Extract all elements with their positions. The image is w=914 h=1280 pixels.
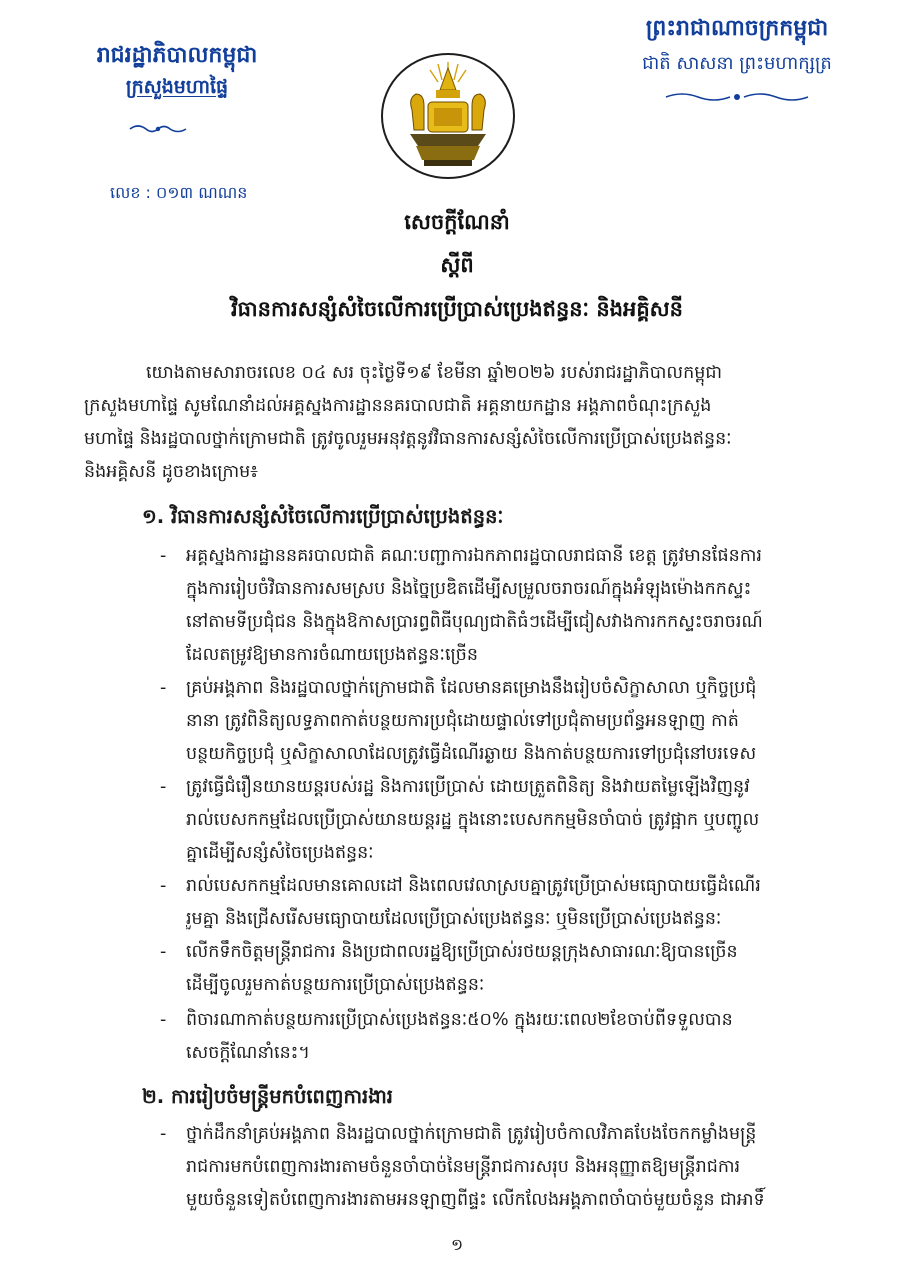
bullet-line: នានា ត្រូវពិនិត្យលទ្ធភាពកាត់បន្ថយការប្រជុំដោយផ្ទាល់ទៅប្រជុំតាមប្រព័ន្ធអនឡាញ កាត់ [186, 711, 739, 731]
subject-connector: ស្តីពី [440, 253, 474, 277]
paragraph-line: និងអគ្គិសនី ដូចខាងក្រោម៖ [84, 462, 258, 482]
bullet-line: រួមគ្នា និងជ្រើសរើសមធ្យោបាយដែលប្រើប្រាស់ប្រេងឥន្ធនៈ ឬមិនប្រើប្រាស់ប្រេងឥន្ធនៈ [186, 909, 722, 929]
bullet-line: គ្នាដើម្បីសន្សំសំចៃប្រេងឥន្ធនៈ [186, 843, 374, 863]
bullet-line: ពិចារណាកាត់បន្ថយការប្រើប្រាស់ប្រេងឥន្ធនៈ៥០% ក្នុងរយៈពេល២ខែចាប់ពីទទួលបាន [186, 1010, 733, 1030]
bullet-line: មួយចំនួនទៀតបំពេញការងារតាមអនឡាញពីផ្ទះ លើកលែងអង្គភាពចាំបាច់មួយចំនួន ជាអាទិ៍ [186, 1190, 765, 1210]
paragraph-line: មហាផ្ទៃ និងរដ្ឋបាលថ្នាក់ក្រោមជាតិ ត្រូវចូលរួមអនុវត្តនូវវិធានការសន្សំសំចៃលើការប្រើប្រាស់ប្រេងឥន្ធនៈ [84, 429, 732, 449]
bullet-marker: - [160, 678, 167, 698]
bullet-line: គ្រប់អង្គភាព និងរដ្ឋបាលថ្នាក់ក្រោមជាតិ ដែលមានគម្រោងនឹងរៀបចំសិក្ខាសាលា ឬកិច្ចប្រជុំ [186, 678, 757, 698]
bullet-line: លើកទឹកចិត្តមន្ត្រីរាជការ និងប្រជាពលរដ្ឋឱ្យប្រើប្រាស់រថយន្តក្រុងសាធារណៈឱ្យបានច្រើន [186, 942, 738, 962]
bullet-marker: - [160, 1010, 167, 1030]
bullet-marker: - [160, 546, 167, 566]
paragraph-line: យោងតាមសារាចរលេខ ០៤ សរ ចុះថ្ងៃទី១៩ ខែមីនា ឆ្នាំ២០២៦ របស់រាជរដ្ឋាភិបាលកម្ពុជា [146, 363, 722, 383]
bullet-marker: - [160, 942, 167, 962]
intro-paragraph [84, 357, 846, 489]
bullet-line: ដែលតម្រូវឱ្យមានការចំណាយប្រេងឥន្ធនៈច្រើន [186, 645, 478, 665]
page-number: ១ [450, 1235, 464, 1254]
ministry-header [62, 40, 292, 202]
paragraph-line: ក្រសួងមហាផ្ទៃ សូមណែនាំដល់អគ្គស្នងការដ្ឋាននគរបាលជាតិ អគ្គនាយកដ្ឋាន អង្គភាពចំណុះក្រសួង [84, 396, 712, 416]
document-subject-title: វិធានការសន្សំសំចៃលើការប្រើប្រាស់ប្រេងឥន្ធនៈ និងអគ្គិសនី [231, 297, 683, 321]
bullet-line: រាល់បេសកកម្មដែលប្រើប្រាស់យានយន្តរដ្ឋ ក្នុងនោះបេសកកម្មមិនចាំបាច់ ត្រូវផ្អាក ឬបញ្ចូល [186, 810, 760, 830]
bullet-line: រាជការមកបំពេញការងារតាមចំនួនចាំបាច់នៃមន្ត្រីរាជការសរុប និងអនុញ្ញាតឱ្យមន្ត្រីរាជការ [186, 1157, 741, 1177]
section-2-heading: ២. ការរៀបចំមន្ត្រីមកបំពេញការងារ [142, 1085, 393, 1108]
bullet-marker: - [160, 1124, 167, 1144]
kingdom-header [612, 10, 862, 80]
document-type-title: សេចក្តីណែនាំ [404, 210, 510, 234]
bullet-line: ក្នុងការរៀបចំវិធានការសមស្រប និងច្នៃប្រឌិតដើម្បីសម្រួលចរាចរណ៍ក្នុងអំឡុងម៉ោងកកស្ទះ [186, 579, 752, 599]
royal-emblem-icon [378, 50, 518, 182]
bullet-line: បន្ថយកិច្ចប្រជុំ ឬសិក្ខាសាលាដែលត្រូវធ្វើដំណើរឆ្ងាយ និងកាត់បន្ថយការទៅប្រជុំនៅបរទេស [186, 744, 757, 764]
bullet-marker: - [160, 777, 167, 797]
government-name: រាជរដ្ឋាភិបាលកម្ពុជា [96, 43, 258, 68]
bullet-line: នៅតាមទីប្រជុំជន និងក្នុងឱកាសប្រារព្ធពិធីបុណ្យជាតិធំៗដើម្បីជៀសវាងការកកស្ទះចរាចរណ៍ [186, 612, 763, 632]
bullet-line: សេចក្តីណែនាំនេះ។ [186, 1043, 310, 1063]
section-1-heading: ១. វិធានការសន្សំសំចៃលើការប្រើប្រាស់ប្រេងឥន្ធនៈ [142, 505, 504, 528]
kingdom-name: ព្រះរាជាណាចក្រកម្ពុជា [645, 16, 829, 41]
reference-number: លេខ : ០១៣ ណណន [110, 183, 248, 202]
bullet-line: ត្រូវធ្វើជំរឿនយានយន្តរបស់រដ្ឋ និងការប្រើប្រាស់ ដោយត្រួតពិនិត្យ និងវាយតម្លៃឡើងវិញនូវ [186, 777, 750, 797]
ornament-divider-icon [662, 90, 812, 104]
bullet-line: រាល់បេសកកម្មដែលមានគោលដៅ និងពេលវេលាស្របគ្នាត្រូវប្រើប្រាស់មធ្យោបាយធ្វើដំណើរ [186, 876, 761, 896]
ornament-divider-icon [128, 122, 188, 136]
bullet-line: ថ្នាក់ដឹកនាំគ្រប់អង្គភាព និងរដ្ឋបាលថ្នាក់ក្រោមជាតិ ត្រូវរៀបចំកាលវិភាគបែងចែកកម្លាំងមន្ត្រី [186, 1124, 757, 1144]
bullet-marker: - [160, 876, 167, 896]
ministry-name: ក្រសួងមហាផ្ទៃ [125, 76, 229, 98]
bullet-line: អគ្គស្នងការដ្ឋាននគរបាលជាតិ គណៈបញ្ជាការឯកភាពរដ្ឋបាលរាជធានី ខេត្ត ត្រូវមានផែនការ [186, 546, 762, 566]
national-motto: ជាតិ សាសនា ព្រះមហាក្សត្រ [642, 53, 832, 74]
bullet-line: ដើម្បីចូលរួមកាត់បន្ថយការប្រើប្រាស់ប្រេងឥន្ធនៈ [186, 975, 485, 995]
